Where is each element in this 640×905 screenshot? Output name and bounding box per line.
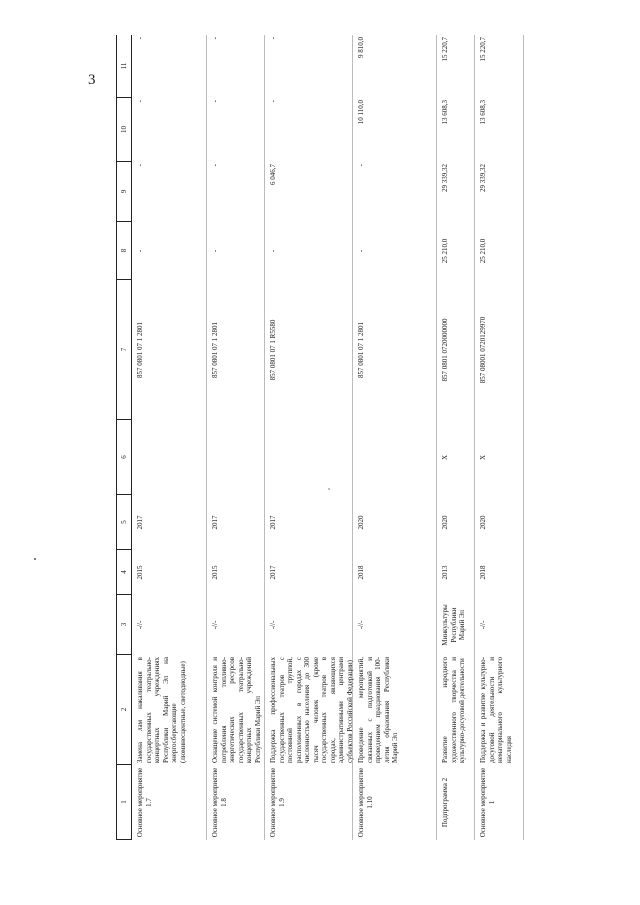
cell-col-7: 857 08001 0720129970 [479,316,487,384]
scan-speck [34,558,36,560]
cell-col-7: 857 0801 07 1 R5580 [269,319,277,381]
cell-col-7: 857 0801 0720000000 [441,318,449,382]
column-divider [116,764,131,765]
cell-col-2: Оснащение системой контроля и потребления топливно-энергетических ресурсов государственных театрально-концертных учреждений Республики Марий Эл [211,657,262,763]
cell-col-2: Проведение мероприятий, связанных с подготовкой и проведением празднования 100-летия образования Республики Марий Эл [357,657,399,763]
cell-col-7: 857 0801 07 1 2801 [211,322,219,378]
cell-col-10: - [211,100,219,103]
cell-col-8: 25 210,0 [479,238,487,264]
cell-col-3: -//- [136,620,144,630]
table-row [436,35,475,840]
page-number: 3 [88,72,96,88]
column-divider [116,161,131,162]
cell-col-3: -//- [269,620,277,630]
cell-col-4: 2015 [136,565,144,580]
cell-col-7: 857 0801 07 1 2801 [357,322,365,378]
cell-col-10: 13 608,3 [441,100,449,125]
cell-col-3: -//- [357,620,365,630]
table-row [264,35,353,840]
cell-col-2: Замена лам накаливания в государственных театрально-концертных учреждениях Республики Марий Эл на энергосберегающие (люминесцентные, светодиодные) [136,657,187,763]
cell-col-5: 2020 [479,515,487,530]
budget-table [116,35,523,840]
table-row [206,35,265,840]
column-header-6: 6 [117,420,131,495]
column-header-5: 5 [117,495,131,550]
cell-col-10: - [136,100,144,103]
cell-col-6: Х [479,454,487,461]
cell-col-9: - [136,164,144,167]
table-row [474,35,524,840]
cell-col-10: - [269,100,277,103]
column-header-8: 8 [117,222,131,280]
cell-col-11: - [211,37,219,40]
cell-col-5: 2020 [357,515,365,530]
cell-col-11: 9 810,0 [357,37,365,58]
column-number-header-row [116,35,132,840]
column-header-9: 9 [117,162,131,222]
cell-col-6: Х [441,454,449,461]
cell-col-11: - [269,37,277,40]
cell-col-1: Основное мероприятие 1 [479,767,496,838]
cell-col-3: -//- [479,620,487,630]
cell-col-3: Минкультуры Республики Марий Эл [441,604,466,646]
cell-col-8: - [136,249,144,253]
cell-col-8: 25 210,0 [441,238,449,264]
cell-col-2: Поддержка профессиональных государственных театров с постоянной труппой, расположенных в городах с численностью населения до 300 тысяч человек (кроме государственных театров в городах, являющихся административными центрами субъектов Российской Федерации) [269,657,354,763]
cell-col-4: 2017 [269,565,277,580]
cell-col-11: 15 220,7 [479,37,487,62]
cell-col-9: 29 339,32 [441,164,449,192]
cell-col-3: -//- [211,620,219,630]
cell-col-8: - [211,249,219,253]
cell-col-1: Основное мероприятие 1.8 [211,767,228,838]
cell-col-10: 13 608,3 [479,100,487,125]
cell-col-9: - [211,164,219,167]
column-divider [116,594,131,595]
cell-col-7: 857 0801 07 1 2801 [136,322,144,378]
cell-col-11: 15 220,7 [441,37,449,62]
cell-col-5: 2017 [136,515,144,530]
column-header-1: 1 [117,765,131,840]
column-header-3: 3 [117,595,131,655]
column-divider [116,221,131,222]
cell-col-11: - [136,37,144,40]
cell-col-5: 2017 [269,515,277,530]
column-divider [116,97,131,98]
column-divider [116,549,131,550]
column-header-11: 11 [117,35,131,98]
column-divider [116,419,131,420]
cell-col-4: 2013 [441,565,449,580]
cell-col-8: - [269,249,277,253]
cell-col-10: 10 110,0 [357,100,365,125]
cell-col-4: 2015 [211,565,219,580]
column-divider [116,494,131,495]
cell-col-5: 2020 [441,515,449,530]
column-divider [116,654,131,655]
cell-col-1: Подпрограмма 2 [441,777,449,828]
cell-col-4: 2018 [357,565,365,580]
cell-col-9: 6 046,7 [269,164,277,185]
column-header-10: 10 [117,98,131,162]
cell-col-4: 2018 [479,565,487,580]
column-header-4: 4 [117,550,131,595]
cell-col-2: Поддержка и развитие культурно-досуговой деятельности и нематериального культурного наследия [479,657,513,763]
column-header-2: 2 [117,655,131,765]
table-row [352,35,437,840]
cell-col-2: Развитие народного художественного творчества и культурно-досуговой деятельности [441,657,466,763]
cell-col-8: - [357,249,365,253]
rotated-table-body [116,35,523,840]
cell-col-9: - [357,164,365,167]
cell-col-1: Основное мероприятие 1.7 [136,767,153,838]
cell-col-1: Основное мероприятие 1.10 [357,767,374,838]
cell-col-5: 2017 [211,515,219,530]
cell-col-9: 29 339,32 [479,164,487,192]
cell-col-1: Основное мероприятие 1.9 [269,767,286,838]
table-row [131,35,207,840]
column-header-7: 7 [117,280,131,420]
column-divider [116,279,131,280]
